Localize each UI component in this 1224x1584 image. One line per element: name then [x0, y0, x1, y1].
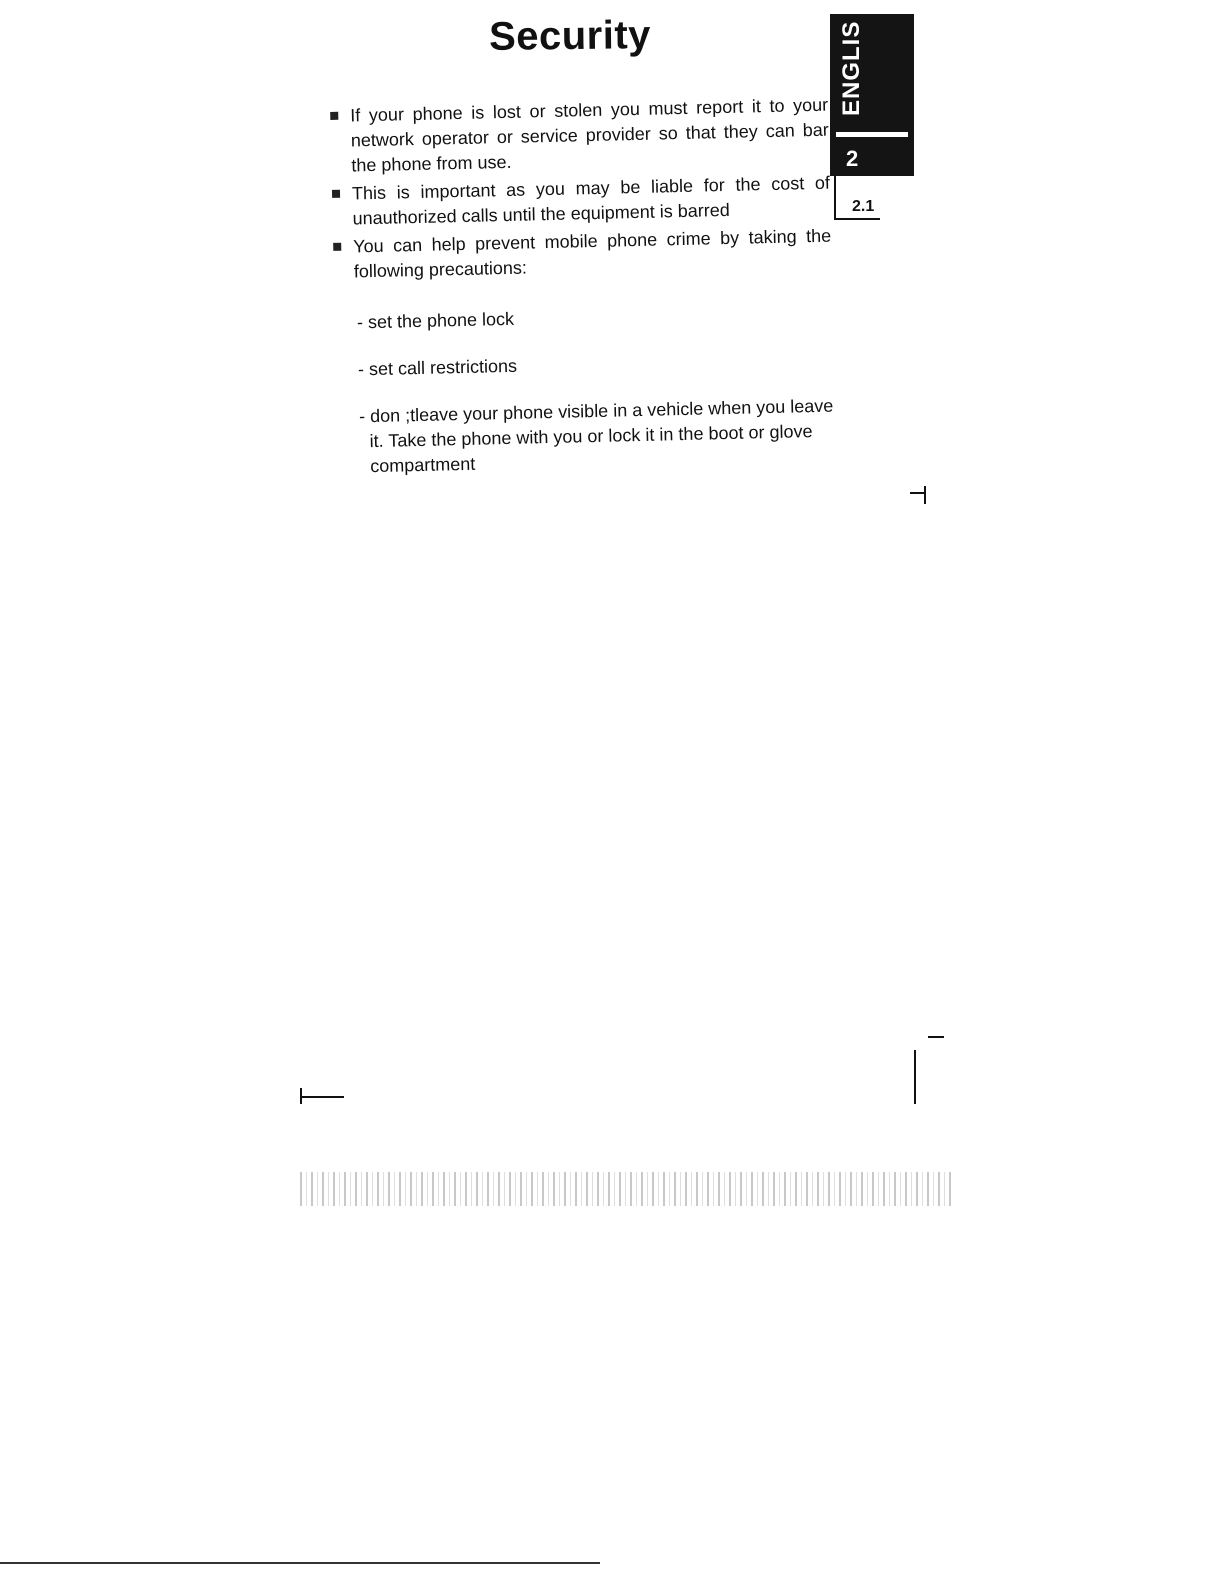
- list-item: [331, 224, 832, 285]
- main-content: [328, 93, 837, 502]
- bullet-list: [328, 93, 832, 285]
- bullet-text: You can help prevent mobile phone crime by taking the following precautions:: [353, 225, 832, 282]
- bullet-text: If your phone is lost or stolen you must report it to your network operator or service provider so that they can bar the phone from use.: [350, 94, 829, 176]
- section-number: 2.1: [852, 198, 875, 215]
- page-bottom-rule: [0, 1562, 600, 1564]
- scan-mark: [910, 492, 924, 494]
- side-tab-label-clip: [836, 20, 884, 116]
- scan-mark: [924, 486, 926, 504]
- scan-mark: [300, 1096, 344, 1098]
- bullet-square-icon: [333, 243, 341, 251]
- scan-mark: [928, 1036, 944, 1038]
- list-item: [328, 93, 830, 179]
- precaution-list: [333, 300, 837, 480]
- bullet-square-icon: [330, 112, 338, 120]
- chapter-number: 2: [846, 146, 859, 171]
- list-item: [330, 171, 831, 232]
- side-tab-label: ENGLIS: [838, 20, 865, 116]
- precaution-item: - set the phone lock: [356, 308, 515, 333]
- page-title: Security: [488, 13, 652, 59]
- scan-mark: [914, 1050, 916, 1104]
- scan-noise-band: [300, 1172, 955, 1206]
- side-tab-divider: [836, 132, 908, 137]
- precaution-item: - don ;tleave your phone visible in a vehicle when you leave it. Take the phone with you or lock it in the boot or glove compartment: [358, 395, 834, 477]
- scan-mark: [300, 1088, 302, 1104]
- bullet-text: This is important as you may be liable for the cost of unauthorized calls until the equipment is barred: [351, 172, 831, 229]
- bullet-square-icon: [332, 190, 340, 198]
- precaution-item: - set call restrictions: [357, 355, 518, 380]
